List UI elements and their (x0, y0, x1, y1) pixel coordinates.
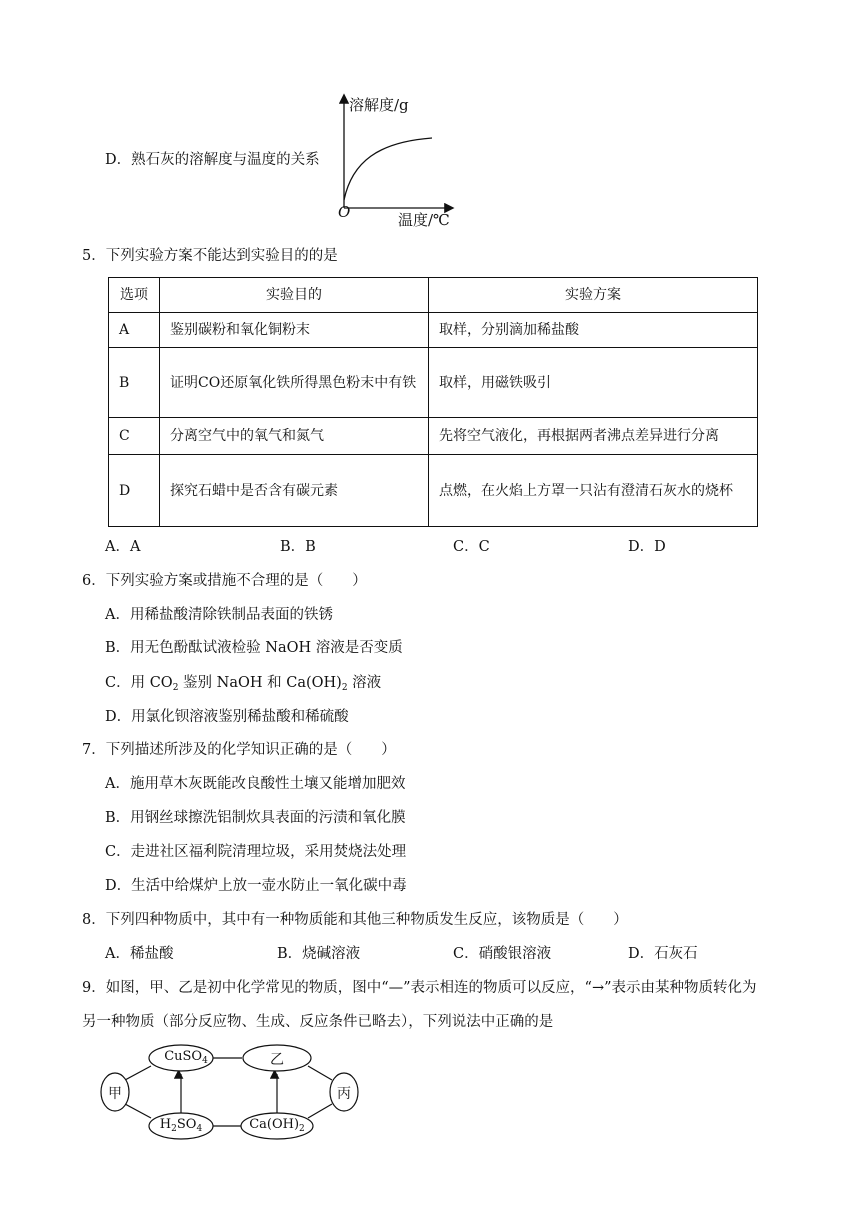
q7-option-d: D．生活中给煤炉上放一壶水防止一氧化碳中毒 (105, 878, 407, 894)
link-jia-cuso4 (125, 1066, 151, 1080)
q8-stem: 8．下列四种物质中，其中有一种物质能和其他三种物质发生反应，该物质是（ ） (82, 912, 628, 928)
node-bing: 丙 (337, 1086, 351, 1102)
table-cell: B (109, 348, 160, 418)
q7-option-a: A．施用草木灰既能改良酸性土壤又能增加肥效 (105, 776, 406, 792)
table-header-cell: 选项 (109, 278, 160, 313)
table-cell: 证明CO还原氧化铁所得黑色粉末中有铁 (170, 374, 417, 391)
link-jia-h2so4 (125, 1104, 151, 1118)
q6-option-a: A．用稀盐酸清除铁制品表面的铁锈 (105, 607, 333, 623)
table-cell-wrap (160, 348, 429, 418)
q6-option-c: C．用 $CO_2$ 鉴别 NaOH 和 $Ca(OH)_2$ 溶液 (105, 675, 382, 693)
table-cell: 取样，用磁铁吸引 (429, 348, 758, 418)
q7-option-b: B．用钢丝球擦洗铝制炊具表面的污渍和氧化膜 (105, 810, 406, 826)
node-cuso4: CuSO$_4$ (164, 1049, 208, 1066)
table-header-cell: 实验目的 (160, 278, 429, 313)
table-cell: 点燃，在火焰上方罩一只沾有澄清石灰水的烧杯 (439, 482, 733, 499)
table-header-cell: 实验方案 (429, 278, 758, 313)
link-yi-bing (308, 1066, 332, 1080)
link-caoh2-bing (308, 1104, 332, 1118)
q7-option-c: C．走进社区福利院清理垃圾，采用焚烧法处理 (105, 844, 407, 860)
graph-origin: O (338, 203, 351, 221)
table-row (109, 418, 758, 455)
q9-stem-line2: 另一种物质（部分反应物、生成、反应条件已略去），下列说法中正确的是 (82, 1014, 554, 1030)
table-row (109, 348, 758, 418)
q6-option-d: D．用氯化钡溶液鉴别稀盐酸和稀硫酸 (105, 709, 349, 725)
table-row (109, 313, 758, 348)
q5-stem: 5．下列实验方案不能达到实验目的的是 (82, 248, 338, 264)
table-cell: 取样，分别滴加稀盐酸 (429, 313, 758, 348)
q5-option-b: B．B (280, 539, 316, 555)
graph-x-label: 温度/℃ (398, 211, 450, 229)
q6-option-b: B．用无色酚酞试液检验 NaOH 溶液是否变质 (105, 640, 403, 656)
q8-option-b: B．烧碱溶液 (277, 946, 361, 962)
solubility-curve (344, 138, 432, 200)
experiment-table (108, 277, 758, 527)
q6-stem: 6．下列实验方案或措施不合理的是（ ） (82, 573, 367, 589)
q5-option-c: C．C (453, 539, 490, 555)
table-cell: 探究石蜡中是否含有碳元素 (160, 455, 429, 527)
table-cell: C (109, 418, 160, 455)
q7-stem: 7．下列描述所涉及的化学知识正确的是（ ） (82, 742, 396, 758)
q8-option-d: D．石灰石 (628, 946, 698, 962)
node-caoh2: $Ca(OH)_2$ (249, 1117, 305, 1134)
table-header-row (109, 278, 758, 313)
q4-option-d: D．熟石灰的溶解度与温度的关系 (105, 152, 320, 168)
table-row (109, 455, 758, 527)
q9-stem-line1: 9．如图，甲、乙是初中化学常见的物质，图中“—”表示相连的物质可以反应，“→”表示由某种物质转化为 (82, 980, 757, 996)
graph-y-label: 溶解度/g (349, 96, 409, 114)
reaction-diagram (95, 1040, 365, 1145)
table-cell: 鉴别碳粉和氧化铜粉末 (160, 313, 429, 348)
table-cell-wrap (429, 455, 758, 527)
q8-option-a: A．稀盐酸 (105, 946, 174, 962)
q8-option-c: C．硝酸银溶液 (453, 946, 552, 962)
q5-option-a: A．A (105, 539, 141, 555)
q5-option-d: D．D (628, 539, 666, 555)
table-cell: 分离空气中的氧气和氮气 (160, 418, 429, 455)
table-cell: D (109, 455, 160, 527)
table-cell: A (109, 313, 160, 348)
node-jia: 甲 (108, 1086, 122, 1102)
node-h2so4: $H_2SO_4$ (159, 1117, 203, 1134)
node-yi: 乙 (270, 1052, 284, 1068)
table-cell: 先将空气液化，再根据两者沸点差异进行分离 (429, 418, 758, 455)
